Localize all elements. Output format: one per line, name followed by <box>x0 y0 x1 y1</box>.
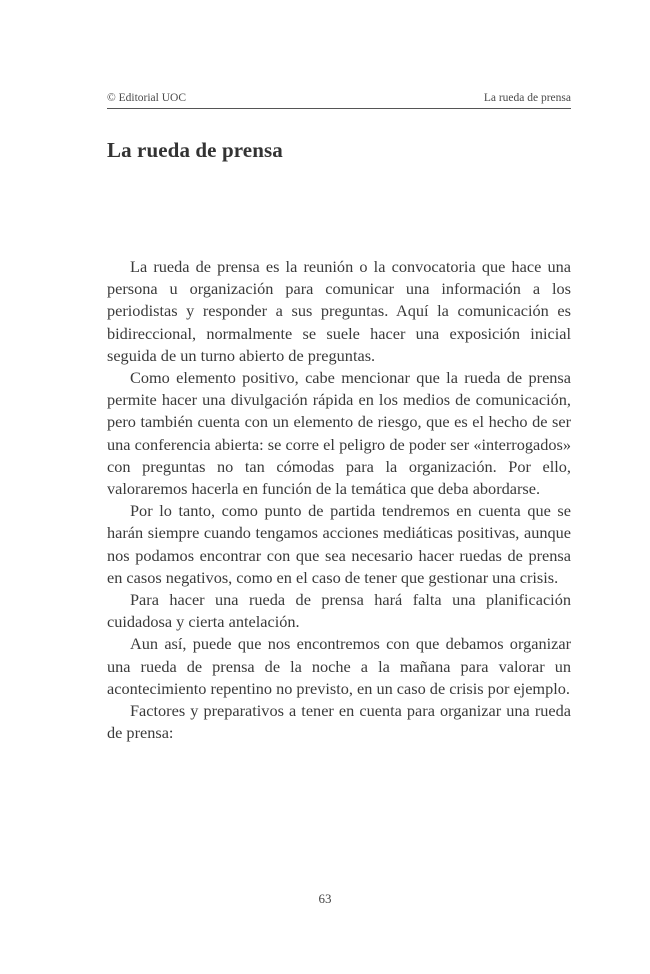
paragraph: Aun así, puede que nos encontremos con que debamos organizar una rueda de prensa de la noche a la mañana para valorar un acontecimiento repentino no previsto, en un caso de crisis por ejemplo. <box>107 634 571 698</box>
body-text <box>107 256 571 744</box>
chapter-title: La rueda de prensa <box>107 138 283 162</box>
page-number: 63 <box>318 891 332 906</box>
paragraph: La rueda de prensa es la reunión o la convocatoria que hace una persona u organización para comunicar una información a los periodistas y responder a sus preguntas. Aquí la comunicación es bidireccional, normalmente se suele hacer una exposición inicial seguida de un turno abierto de preguntas. <box>107 257 571 365</box>
paragraph: Por lo tanto, como punto de partida tendremos en cuenta que se harán siempre cuando tengamos acciones mediáticas positivas, aunque nos podamos encontrar con que sea necesario hacer ruedas de prensa en casos negativos, como en el caso de tener que gestionar una crisis. <box>107 501 571 587</box>
paragraph: Factores y preparativos a tener en cuenta para organizar una rueda de prensa: <box>107 701 571 743</box>
paragraph: Para hacer una rueda de prensa hará falta una planificación cuidadosa y cierta antelación. <box>107 590 571 632</box>
paragraph: Como elemento positivo, cabe mencionar que la rueda de prensa permite hacer una divulgación rápida en los medios de comunicación, pero también cuenta con un elemento de riesgo, que es el hecho de ser una conferencia abierta: se corre el peligro de poder ser «interrogados» con preguntas no tan cómodas para la organización. Por ello, valoraremos hacerla en función de la temática que deba abordarse. <box>107 368 571 499</box>
header-section-title: La rueda de prensa <box>483 92 571 104</box>
header-publisher: © Editorial UOC <box>107 92 187 104</box>
running-header <box>107 92 571 109</box>
